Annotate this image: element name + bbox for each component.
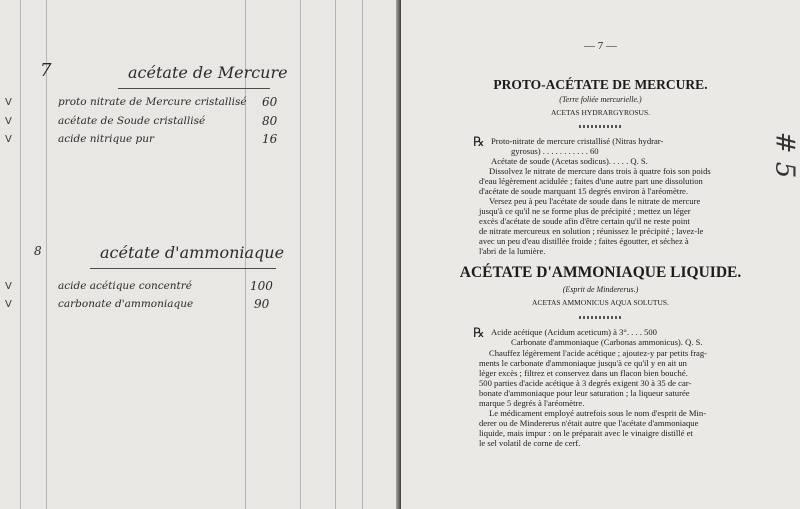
ingredient-name: acide nitrique pur [58,133,155,145]
ledger-rule [20,0,21,509]
recipe-title: acétate de Mercure [128,63,288,82]
body-text-line: Dissolvez le nitrate de mercure dans trois à quatre fois son poids [489,166,711,176]
body-text-line: léger excès ; filtrez et conservez dans un flacon bien bouché. [479,368,688,378]
check-mark: V [5,299,12,310]
ingredient-name: carbonate d'ammoniaque [58,298,194,310]
body-text-line: le sel volatil de corne de cerf. [479,438,581,448]
body-text-line: d'eau légèrement acidulée ; faites d'une autre part une dissolution [479,176,703,186]
prescription-line: gyrosus) . . . . . . . . . . . 60 [511,146,599,156]
ledger-rule [300,0,301,509]
body-text-line: 500 parties d'acide acétique à 3 degrés exigent 30 à 35 de car- [479,378,692,388]
prescription-line: Acide acétique (Acidum aceticum) à 3°. . . . 500 [491,327,657,337]
body-text-line: avec un peu d'eau distillée froide ; faites égoutter, et séchez à [479,236,689,246]
body-text-line: Le médicament employé autrefois sous le nom d'esprit de Min- [489,408,707,418]
ledger-rule [362,0,363,509]
body-text-line: marque 5 degrés à l'aréomètre. [479,398,585,408]
ornament-rule [579,316,623,319]
body-text-line: derer ou de Mindererus n'était autre que l'acétate d'ammoniaque [479,418,699,428]
body-text-line: d'acétate de soude marquant 15 degrés environ à l'aréomètre. [479,186,689,196]
check-mark: V [5,97,12,108]
right-printed-page [401,0,800,509]
ingredient-name: proto nitrate de Mercure cristallisé [58,96,247,108]
body-text-line: de nitrate mercureux en solution ; réunissez le précipité ; lavez-le [479,226,704,236]
ingredient-qty: 80 [262,114,278,128]
body-text-line: excès d'acétate de soude afin d'être certain qu'il ne reste point [479,216,690,226]
body-text-line: Versez peu à peu l'acétate de soude dans le nitrate de mercure [489,196,701,206]
title-underline [118,88,270,89]
check-mark: V [5,281,12,292]
latin-name: ACETAS AMMONICUS AQUA SOLUTUS. [532,298,669,307]
ornament-rule [579,125,623,128]
section-subtitle: (Esprit de Mindererus.) [562,285,639,294]
prescription-line: Carbonate d'ammoniaque (Carbonas ammonicus). Q. S. [511,337,703,347]
ingredient-name: acide acétique concentré [58,280,193,292]
section-title: PROTO-ACÉTATE DE MERCURE. [493,77,708,92]
body-text-line: ments le carbonate d'ammoniaque jusqu'à ce qu'il y en ait un [479,358,687,368]
page-number: — 7 — [584,40,617,52]
ingredient-name: acétate de Soude cristallisé [58,115,206,127]
recipe-title: acétate d'ammoniaque [100,243,285,262]
ingredient-qty: 90 [254,297,270,311]
ingredient-qty: 16 [262,132,278,146]
body-text-line: bonate d'ammoniaque pour leur saturation ; la liqueur saturée [479,388,690,398]
section-title: ACÉTATE D'AMMONIAQUE LIQUIDE. [459,264,742,281]
prescription-line: Acétate de soude (Acetas sodicus). . . . . Q. S. [491,156,648,166]
latin-name: ACETAS HYDRARGYROSUS. [551,108,650,117]
body-text-line: Chauffez légèrement l'acide acétique ; ajoutez-y par petits frag- [489,348,708,358]
check-mark: V [5,116,12,127]
ingredient-qty: 100 [250,279,273,293]
section-subtitle: (Terre foliée mercurielle.) [559,95,642,104]
ledger-rule [335,0,336,509]
body-text-line: jusqu'à ce qu'il ne se forme plus de précipité ; mettez un léger [479,206,691,216]
recipe-symbol: ℞ [473,325,485,340]
margin-note: # 5 [769,131,800,179]
check-mark: V [5,134,12,145]
body-text-line: l'abri de la lumière. [479,246,546,256]
prescription-line: Proto-nitrate de mercure cristallisé (Nitras hydrar- [491,136,664,146]
ingredient-qty: 60 [262,95,278,109]
body-text-line: liquide, mais impur : on le préparait avec le vinaigre distillé et [479,428,693,438]
recipe-number: 7 [40,60,52,81]
title-underline [90,268,276,269]
recipe-symbol: ℞ [473,134,485,149]
recipe-number: 8 [34,244,42,258]
